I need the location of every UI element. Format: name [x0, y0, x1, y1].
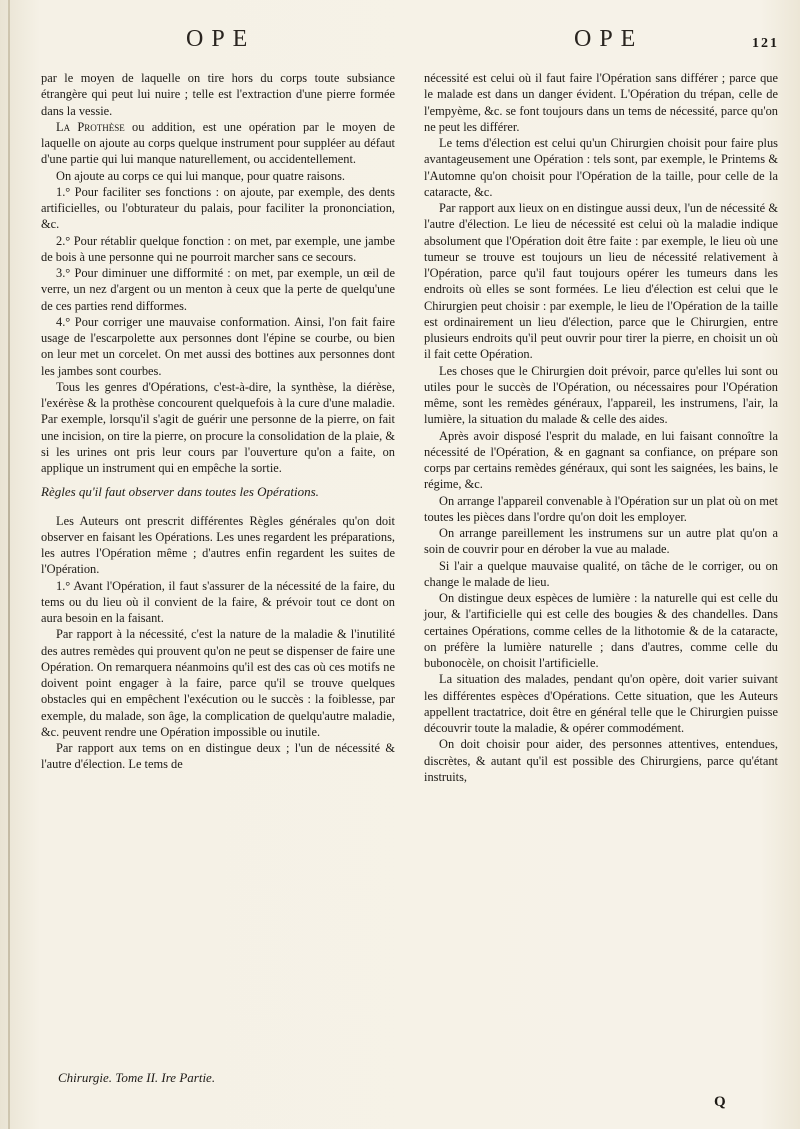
paragraph: Tous les genres d'Opérations, c'est-à-dire, la synthèse, la diérèse, l'exérèse & la prothèse concourent quelquefois à la cure d'une maladie. Par exemple, lorsqu'il s'agit de guérir une personne de la pierre, on fait une incision, on tire la pierre, on procure la consolidation de la plaie, & si les urines ont pris leur cours par l'ouverture qu'on a faite, on applique un instrument qui en empêche la sortie.: [41, 379, 395, 475]
term-prothese: La Prothèse: [56, 119, 125, 134]
paragraph: 4.° Pour corriger une mauvaise conformation. Ainsi, l'on fait faire usage de l'escarpolette aux personnes dont l'épine se courbe, ou bien on leur met un corcelet. On met aussi des bottines aux personnes dont les jambes sont courbes.: [41, 314, 395, 378]
paragraph: On ajoute au corps ce qui lui manque, pour quatre raisons.: [56, 168, 346, 183]
paragraph: nécessité est celui où il faut faire l'Opération sans différer ; parce que le malade est dans un danger évident. L'Opération du trépan, celle de l'empyème, &c. se font toujours dans un tems de nécessité, parce qu'on ne peut les différer.: [424, 71, 778, 134]
page-footer: Chirurgie. Tome II. Ire Partie.: [58, 1070, 216, 1085]
paragraph: 3.° Pour diminuer une difformité : on met, par exemple, un œil de verre, un nez d'argent ou un menton à ceux que la perte de quelqu'une de ces parties rend difformes.: [41, 266, 395, 313]
paragraph: On arrange pareillement les instrumens sur un autre plat qu'on a soin de couvrir pour en dérober la vue au malade.: [424, 526, 778, 557]
paragraph: On arrange l'appareil convenable à l'Opération sur un plat où on met toutes les pièces dans l'ordre qu'on doit les employer.: [424, 493, 778, 524]
paragraph: 1.° Pour faciliter ses fonctions : on ajoute, par exemple, des dents artificielles, ou l'obturateur du palais, pour faciliter la prononciation, &c.: [41, 184, 395, 232]
paragraph: Par rapport aux tems on en distingue deux ; l'un de nécessité & l'autre d'élection. Le tems de: [41, 741, 395, 772]
page-gutter: [8, 0, 10, 1129]
paragraph: Après avoir disposé l'esprit du malade, en lui faisant connoître la nécessité de l'Opération, & en gagnant sa confiance, on prépare son corps par certains remèdes généraux, qui sont les saignées, les bains, le régime, &c.: [424, 428, 778, 492]
paragraph: La situation des malades, pendant qu'on opère, doit varier suivant les différentes espèces d'Opérations. Cette situation, que les Auteurs appellent tractatrice, doit être en général telle que le Chirurgien puisse découvrir toute la maladie, & opérer commodément.: [424, 672, 778, 735]
running-head-right: OPE: [574, 26, 644, 52]
paragraph: par le moyen de laquelle on tire hors du corps toute subsiance étrangère qui peut lui nuire ; telle est l'extraction d'une pierre formée dans la vessie.: [41, 71, 395, 118]
page-number: 121: [752, 36, 779, 51]
paragraph: Par rapport à la nécessité, c'est la nature de la maladie & l'inutilité des autres remèdes qui prouvent qu'on ne peut se dispenser de faire une Opération. On remarquera néanmoins qu'il est des cas où ces motifs ne doivent point engager à la faire, parce qu'il se trouve quelques obstacles qui en empêchent l'exécution ou le succès : la foiblesse, par exemple, du malade, son âge, la complication de quelqu'autre maladie, &c. peuvent rendre une Opération impossible ou inutile.: [41, 627, 395, 739]
paragraph: 2.° Pour rétablir quelque fonction : on met, par exemple, une jambe de bois à une personne qui ne pourroit marcher sans ce secours.: [41, 233, 395, 264]
running-head-left: OPE: [186, 26, 256, 52]
paragraph: Les choses que le Chirurgien doit prévoir, parce qu'elles lui sont ou utiles pour le succès de l'Opération, ou nécessaires pour l'Opération même, sont les remèdes généraux, l'appareil, les instrumens, l'air, la lumière, la situation du malade & celle des aides.: [424, 363, 778, 427]
paragraph: Les Auteurs ont prescrit différentes Règles générales qu'on doit observer en faisant les Opérations. Les unes regardent les préparations, les autres l'Opération même ; d'autres enfin regardent les suites de l'Opération.: [41, 513, 395, 577]
signature-mark: Q: [714, 1094, 726, 1110]
right-column: [424, 70, 778, 785]
running-header: [0, 20, 800, 68]
paragraph: Si l'air a quelque mauvaise qualité, on tâche de le corriger, ou on change le malade de lieu.: [424, 558, 778, 589]
paragraph: Le tems d'élection est celui qu'un Chirurgien choisit pour faire plus avantageusement une Opération : tels sont, par exemple, le Printems & l'Automne qu'on choisit pour l'Opération de la taille, pour celle de la cataracte, &c.: [424, 136, 778, 199]
paragraph: On distingue deux espèces de lumière : la naturelle qui est celle du jour, & l'artificielle qui est celle des bougies & des chandelles. Dans certaines Opérations, comme celles de la lithotomie & de la cataracte, on préfère la lumière naturelle ; dans d'autres, comme celle du bubonocèle, on choisit l'artificielle.: [424, 591, 778, 670]
paragraph-text: ou addition, est une opération par le moyen de laquelle on ajoute au corps quelque instrument pour suppléer au défaut d'une partie qui lui manque naturellement, ou accidentellement.: [41, 119, 395, 167]
paragraph: 1.° Avant l'Opération, il faut s'assurer de la nécessité de la faire, du tems ou du lieu où il convient de la faire, & prévoir tout ce dont on aura besoin en la faisant.: [41, 578, 395, 625]
section-heading: Règles qu'il faut observer dans toutes les Opérations.: [41, 484, 319, 500]
paragraph: On doit choisir pour aider, des personnes attentives, entendues, discrètes, & autant qu'il est possible des Chirurgiens, parce qu'étant instruits,: [424, 737, 778, 784]
paragraph: [41, 119, 395, 168]
left-column: [41, 70, 395, 773]
paragraph: Par rapport aux lieux on en distingue aussi deux, l'un de nécessité & l'autre d'élection. Le lieu de nécessité est celui où la maladie indique absolument que l'Opération doit être faite : par exemple, le lieu où une tumeur se trouve est toujours un lieu de nécessité relativement à l'Opération, parce qu'il faut toujours opérer les tumeurs dans les endroits où elles se sont formées. Le lieu d'élection est celui que le Chirurgien peut choisir : par exemple, le lieu de l'Opération de la taille est ordinairement un lieu d'élection, parce que le Chirurgien, entre plusieurs endroits qu'il peut ouvrir pour tirer la pierre, en choisit un où il fait cette Opération.: [424, 201, 778, 362]
